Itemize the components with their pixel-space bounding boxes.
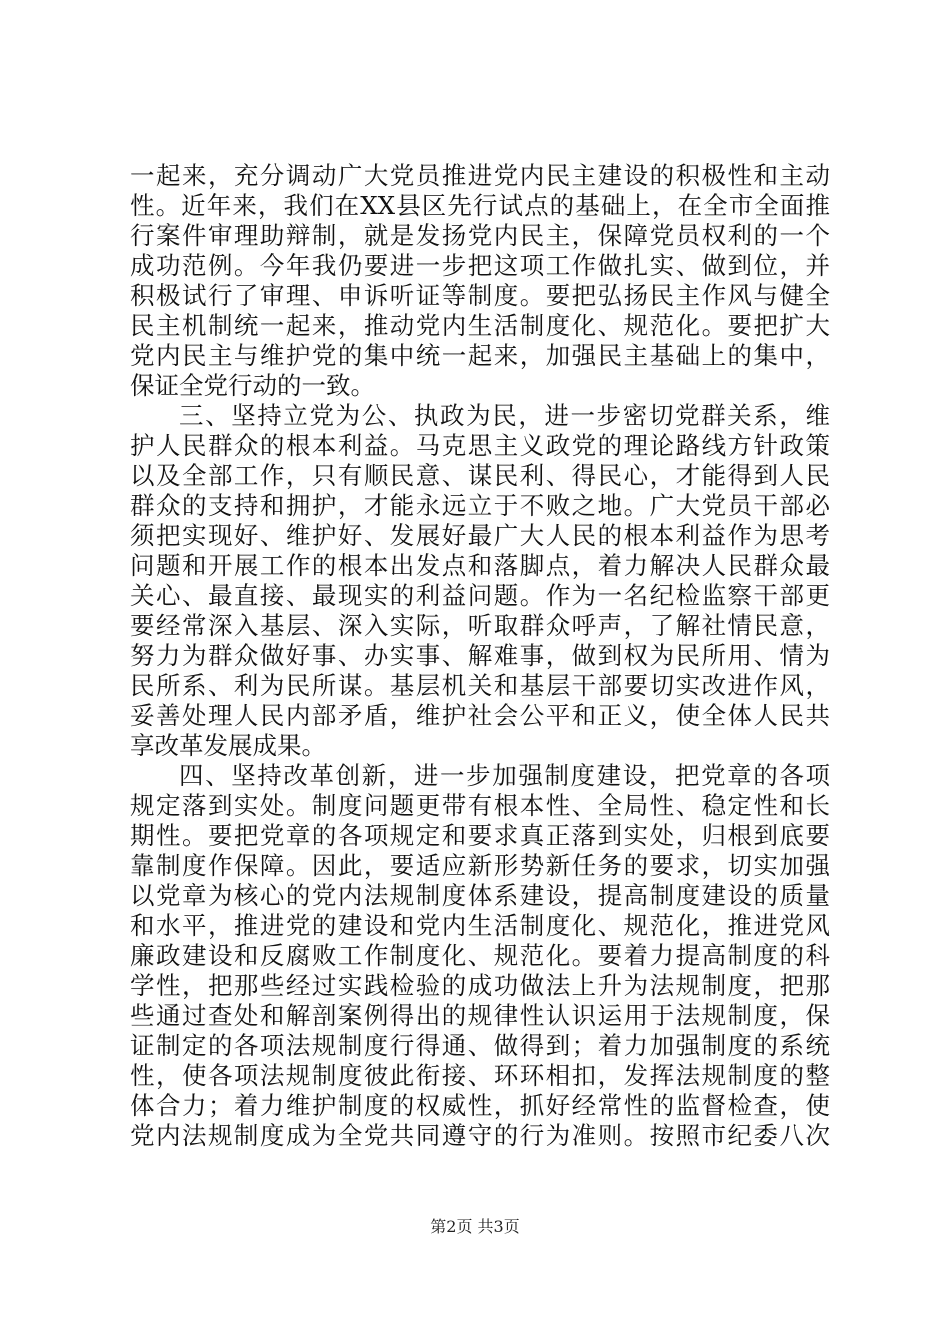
text-line: 廉政建设和反腐败工作制度化、规范化。要着力提高制度的科	[130, 941, 830, 970]
text-line: 护人民群众的根本利益。马克思主义政党的理论路线方针政策	[130, 431, 830, 460]
text-line: 群众的支持和拥护，才能永远立于不败之地。广大党员干部必	[130, 491, 830, 520]
text-line: 积极试行了审理、申诉听证等制度。要把弘扬民主作风与健全	[130, 281, 830, 310]
text-line: 问题和开展工作的根本出发点和落脚点，着力解决人民群众最	[130, 551, 830, 580]
text-line: 四、坚持改革创新，进一步加强制度建设，把党章的各项	[179, 761, 830, 790]
text-line: 性，使各项法规制度彼此衔接、环环相扣，发挥法规制度的整	[130, 1061, 830, 1090]
text-line: 关心、最直接、最现实的利益问题。作为一名纪检监察干部更	[130, 581, 830, 610]
text-line: 期性。要把党章的各项规定和要求真正落到实处，归根到底要	[130, 821, 830, 850]
text-line: 党内民主与维护党的集中统一起来，加强民主基础上的集中，	[130, 341, 830, 370]
text-line: 民主机制统一起来，推动党内生活制度化、规范化。要把扩大	[130, 311, 830, 340]
text-line: 体合力；着力维护制度的权威性，抓好经常性的监督检查，使	[130, 1091, 830, 1120]
text-line: 三、坚持立党为公、执政为民，进一步密切党群关系，维	[179, 401, 830, 430]
document-body	[130, 161, 830, 1151]
text-line: 以党章为核心的党内法规制度体系建设，提高制度建设的质量	[130, 881, 830, 910]
text-line: 一起来，充分调动广大党员推进党内民主建设的积极性和主动	[130, 161, 830, 190]
text-line: 行案件审理助辩制，就是发扬党内民主，保障党员权利的一个	[130, 221, 830, 250]
text-line: 证制定的各项法规制度行得通、做得到；着力加强制度的系统	[130, 1031, 830, 1060]
text-line: 享改革发展成果。	[130, 731, 326, 760]
text-line: 学性，把那些经过实践检验的成功做法上升为法规制度，把那	[130, 971, 830, 1000]
text-line: 须把实现好、维护好、发展好最广大人民的根本利益作为思考	[130, 521, 830, 550]
text-line: 妥善处理人民内部矛盾，维护社会公平和正义，使全体人民共	[130, 701, 830, 730]
text-line: 努力为群众做好事、办实事、解难事，做到权为民所用、情为	[130, 641, 830, 670]
text-line: 以及全部工作，只有顺民意、谋民利、得民心，才能得到人民	[130, 461, 830, 490]
text-line: 些通过查处和解剖案例得出的规律性认识运用于法规制度，保	[130, 1001, 830, 1030]
page-number-footer: 第2页 共3页	[430, 1217, 520, 1236]
text-line: 和水平，推进党的建设和党内生活制度化、规范化，推进党风	[130, 911, 830, 940]
text-line: 党内法规制度成为全党共同遵守的行为准则。按照市纪委八次	[130, 1121, 830, 1150]
text-line: 要经常深入基层、深入实际，听取群众呼声，了解社情民意，	[130, 611, 830, 640]
text-line: 民所系、利为民所谋。基层机关和基层干部要切实改进作风，	[130, 671, 830, 700]
text-line: 靠制度作保障。因此，要适应新形势新任务的要求，切实加强	[130, 851, 830, 880]
text-line: 规定落到实处。制度问题更带有根本性、全局性、稳定性和长	[130, 791, 830, 820]
text-line: 性。近年来，我们在XX县区先行试点的基础上，在全市全面推	[130, 191, 830, 220]
text-line: 成功范例。今年我仍要进一步把这项工作做扎实、做到位，并	[130, 251, 830, 280]
text-line: 保证全党行动的一致。	[130, 371, 375, 400]
